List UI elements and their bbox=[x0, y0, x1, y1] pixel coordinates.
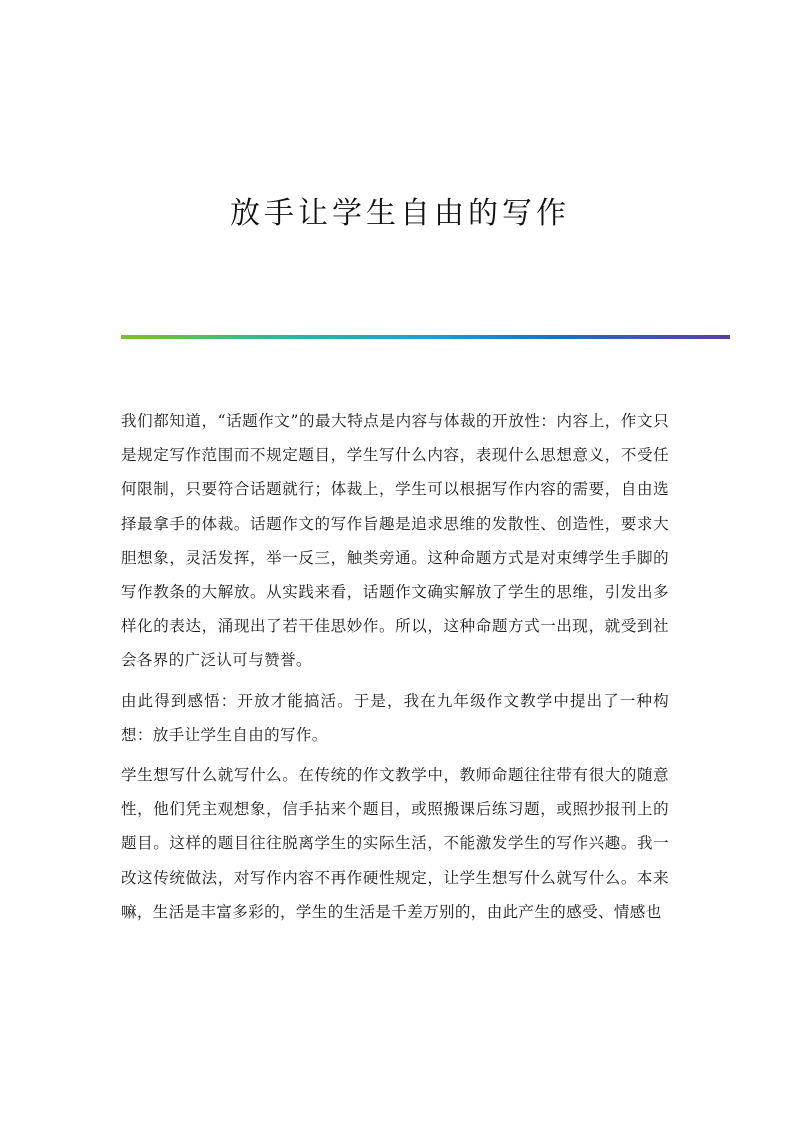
title-divider bbox=[121, 335, 730, 339]
document-title: 放手让学生自由的写作 bbox=[230, 196, 570, 231]
document-body bbox=[121, 404, 669, 935]
paragraph-1: 我们都知道，“话题作文”的最大特点是内容与体裁的开放性：内容上，作文只是规定写作范围而不规定题目，学生写什么内容，表现什么思想意义，不受任何限制，只要符合话题就行；体裁上，学生可以根据写作内容的需要，自由选择最拿手的体裁。话题作文的写作旨趣是追求思维的发散性、创造性，要求大胆想象，灵活发挥，举一反三，触类旁通。这种命题方式是对束缚学生手脚的写作教条的大解放。从实践来看，话题作文确实解放了学生的思维，引发出多样化的表达，涌现出了若干佳思妙作。所以，这种命题方式一出现，就受到社会各界的广泛认可与赞誉。 bbox=[121, 412, 669, 670]
paragraph-2: 由此得到感悟：开放才能搞活。于是，我在九年级作文教学中提出了一种构想：放手让学生自由的写作。 bbox=[121, 691, 669, 744]
paragraph-3: 学生想写什么就写什么。在传统的作文教学中，教师命题往往带有很大的随意性，他们凭主观想象，信手拈来个题目，或照搬课后练习题，或照抄报刊上的题目。这样的题目往往脱离学生的实际生活，不能激发学生的写作兴趣。我一改这传统做法，对写作内容不再作硬性规定，让学生想写什么就写什么。本来嘛，生活是丰富多彩的，学生的生活是千差万别的，由此产生的感受、情感也 bbox=[121, 766, 669, 921]
